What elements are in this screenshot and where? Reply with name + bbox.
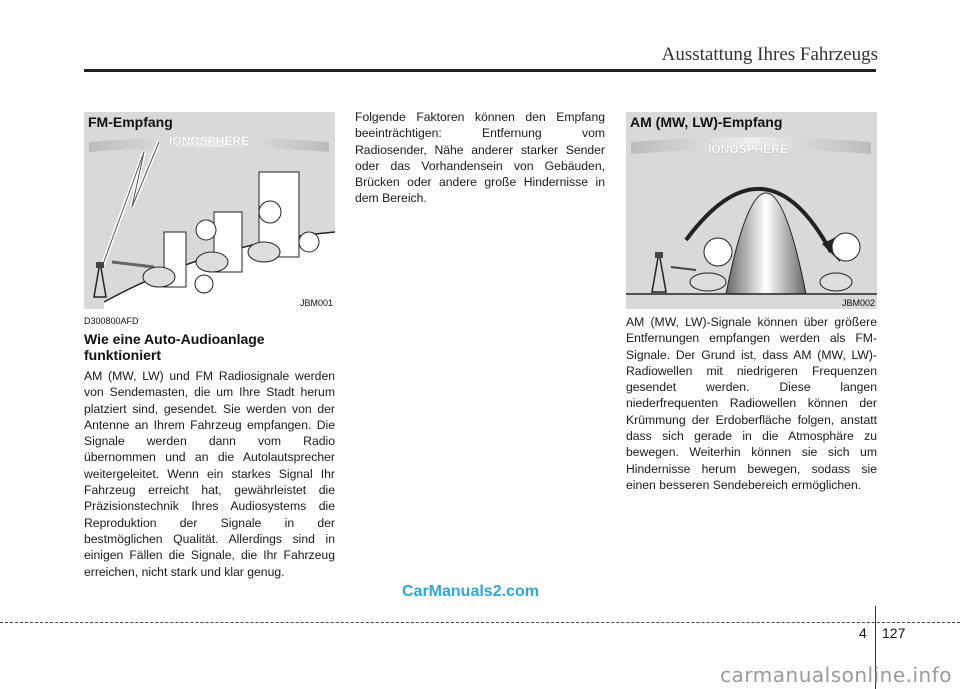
footer-dashed-line xyxy=(0,622,960,623)
section-heading: Wie eine Auto-Audioanlage funktioniert xyxy=(84,331,265,363)
paragraph-am-range: AM (MW, LW)-Signale können über größere Entfernungen empfangen werden als FM-Signale. Der Grund ist, dass AM (MW, LW)-Radiowellen mit niedrigeren Frequenzen gesendet werden. Diese langen niederfrequenten Radiowellen können der Krümmung der Erdoberfläche folgen, anstatt dass sich gerade in die Atmosphäre zu bewegen. Weiterhin können sie sich um Hindernisse herum bewegen, sodass sie einen besseren Sendebereich ermöglichen. xyxy=(626,315,877,492)
header-rule xyxy=(84,69,876,72)
watermark-link[interactable]: CarManuals2.com xyxy=(402,583,539,600)
page-number: 127 xyxy=(882,625,906,641)
fm-reception-figure xyxy=(84,112,335,309)
paragraph-signal-path: AM (MW, LW) und FM Radiosignale werden von Sendemasten, die um Ihre Stadt herum platziert sind, gesendet. Sie werden von der Antenne an Ihrem Fahrzeug empfangen. Die Signale werden dann vom Radio übernommen und an die Autolautsprecher weitergeleitet. Wenn ein starkes Signal Ihr Fahrzeug erreicht hat, gewährleistet die Präzisionstechnik Ihres Audiosystems die Reproduktion der Signale in der bestmöglichen Qualität. Allerdings sind in einigen Fällen die Signale, die Ihr Fahrzeug erreichen, nicht stark und klar genug. xyxy=(84,369,335,579)
section-code: D300800AFD xyxy=(84,316,139,326)
am-figure-code: JBM002 xyxy=(841,298,875,308)
am-reception-figure xyxy=(626,112,877,309)
paragraph-reception-factors: Folgende Faktoren können den Empfang beeinträchtigen: Entfernung vom Radiosender, Nähe anderer starker Sender oder das Vorhandensein von Gebäuden, Brücken oder andere große Hindernisse in dem Bereich. xyxy=(355,110,605,206)
am-figure-title: AM (MW, LW)-Empfang xyxy=(630,114,783,130)
fm-figure-title: FM-Empfang xyxy=(88,114,173,130)
chapter-header-title: Ausstattung Ihres Fahrzeugs xyxy=(661,44,878,65)
chapter-number: 4 xyxy=(859,625,867,641)
fm-figure-code: JBM001 xyxy=(299,298,333,308)
footer-site-watermark[interactable]: carmanualsonline.info xyxy=(720,663,952,687)
fm-ionosphere-label: IONOSPHERE xyxy=(169,134,250,148)
am-ionosphere-label: IONOSPHERE xyxy=(708,142,789,156)
